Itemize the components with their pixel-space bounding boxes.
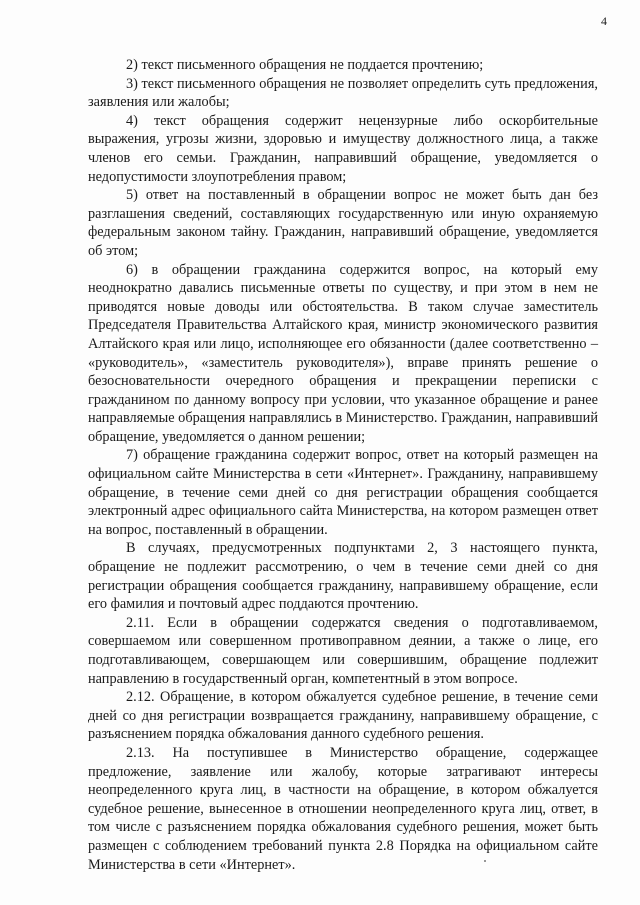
paragraph-item-7: 7) обращение гражданина содержит вопрос, ответ на который размещен на официальном сайте Министерства в сети «Интернет». Гражданину, направившему обращение, в течение семи дней со дня регистрации обращения сообщается электронный адрес официального сайта Министерства, на котором размещен ответ на вопрос, поставленный в обращении. — [88, 447, 598, 538]
paragraph-2-13: 2.13. На поступившее в Министерство обращение, содержащее предложение, заявление или жалобу, которые затрагивают интересы неопределенного круга лиц, в частности на обращение, в котором обжалуется судебное решение, вынесенное в отношении неопределенного круга лиц, ответ, в том числе с разъяснением порядка обжалования судебного решения, может быть размещен с соблюдением требований пункта 2.8 Порядка на официальном сайте Министерства в сети «Интернет». — [88, 744, 598, 873]
paragraph-item-3: 3) текст письменного обращения не позволяет определить суть предложения, заявления или жалобы; — [88, 75, 598, 111]
paragraph-2-12: 2.12. Обращение, в котором обжалуется судебное решение, в течение семи дней со дня регистрации возвращается гражданину, направившему обращение, с разъяснением порядка обжалования данного судебного решения. — [88, 689, 598, 743]
paragraph-item-4: 4) текст обращения содержит нецензурные либо оскорбительные выражения, угрозы жизни, здоровью и имуществу должностного лица, а также членов его семьи. Гражданин, направивший обращение, уведомляется о недопустимости злоупотребления правом; — [88, 112, 598, 185]
scan-speck — [484, 860, 486, 862]
paragraph-item-2: 2) текст письменного обращения не поддается прочтению; — [126, 57, 484, 73]
paragraph-cases: В случаях, предусмотренных подпунктами 2, 3 настоящего пункта, обращение не подлежит рассмотрению, о чем в течение семи дней со дня регистрации обращения сообщается гражданину, направившему обращение, если его фамилия и почтовый адрес поддаются прочтению. — [88, 540, 598, 613]
document-body — [88, 56, 598, 874]
page-number: 4 — [601, 14, 607, 28]
paragraph-item-5: 5) ответ на поставленный в обращении вопрос не может быть дан без разглашения сведений, составляющих государственную или иную охраняемую федеральным законом тайну. Гражданин, направивший обращение, уведомляется об этом; — [88, 187, 598, 259]
paragraph-2-11: 2.11. Если в обращении содержатся сведения о подготавливаемом, совершаемом или совершенном противоправном деянии, а также о лице, его подготавливающем, совершающем или совершившим, обращение подлежит направлению в государственный орган, компетентный в этом вопросе. — [88, 614, 598, 687]
paragraph-item-6: 6) в обращении гражданина содержится вопрос, на который ему неоднократно давались письменные ответы по существу, и при этом в нем не приводятся новые доводы или обстоятельства. В таком случае заместитель Председателя Правительства Алтайского края, министр экономического развития Алтайского края или лицо, исполняющее его обязанности (далее соответственно – «руководитель», «заместитель руководителя»), вправе принять решение о безосновательности очередного обращения и прекращении переписки с гражданином по данному вопросу при условии, что указанное обращение и ранее направляемые обращения направлялись в Министерство. Гражданин, направивший обращение, уведомляется о данном решении; — [88, 261, 598, 445]
